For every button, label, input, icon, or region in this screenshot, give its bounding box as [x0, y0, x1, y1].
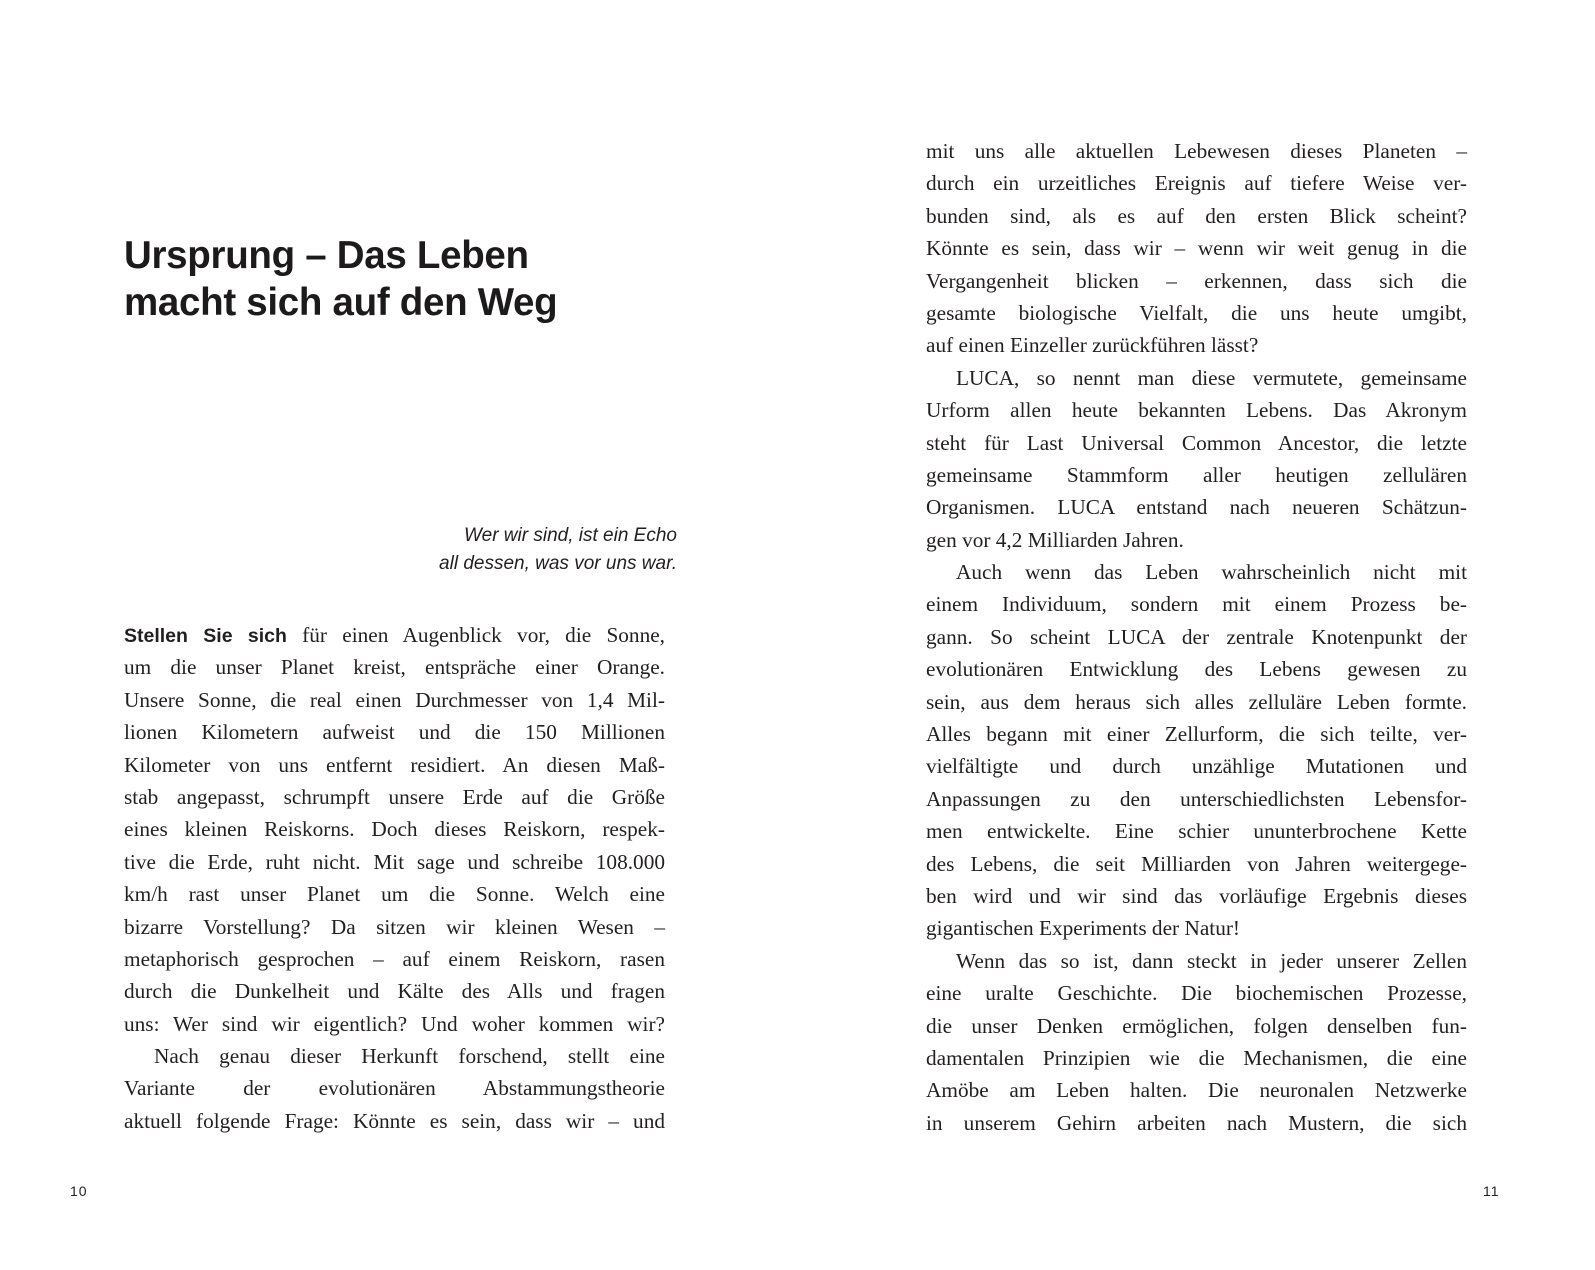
body-line: bunden sind, als es auf den ersten Blick scheint? — [926, 203, 1467, 228]
body-line: durch ein urzeitliches Ereignis auf tiefere Weise ver- — [926, 171, 1467, 196]
body-line: Anpassungen zu den unterschiedlichsten Lebensfor- — [926, 786, 1467, 811]
body-line: mit uns alle aktuellen Lebewesen dieses Planeten – — [926, 139, 1467, 163]
body-line: steht für Last Universal Common Ancestor, die letzte — [926, 430, 1467, 455]
body-line: gesamte biologische Vielfalt, die uns heute umgibt, — [926, 300, 1467, 325]
body-line: Amöbe am Leben halten. Die neuronalen Netzwerke — [926, 1078, 1467, 1103]
body-line: eines kleinen Reiskorns. Doch dieses Reiskorn, respek- — [124, 817, 665, 842]
body-line: Unsere Sonne, die real einen Durchmesser von 1,4 Mil- — [124, 687, 665, 712]
body-line: ben wird und wir sind das vorläufige Ergebnis dieses — [926, 883, 1467, 908]
epigraph-line-1: Wer wir sind, ist ein Echo — [464, 525, 677, 546]
body-line: des Lebens, die seit Milliarden von Jahren weitergege- — [926, 851, 1467, 876]
body-line: LUCA, so nennt man diese vermutete, gemeinsame — [956, 365, 1467, 390]
body-line: gemeinsame Stammform aller heutigen zellulären — [926, 462, 1467, 487]
body-line: Kilometer von uns entfernt residiert. An diesen Maß- — [124, 752, 665, 777]
body-line: km/h rast unser Planet um die Sonne. Welch eine — [124, 882, 665, 907]
body-line: tive die Erde, ruht nicht. Mit sage und schreibe 108.000 — [124, 849, 665, 874]
body-line: uns: Wer sind wir eigentlich? Und woher kommen wir? — [124, 1011, 665, 1036]
right-page — [797, 0, 1595, 1270]
body-line: durch die Dunkelheit und Kälte des Alls und fragen — [124, 979, 665, 1004]
left-page — [0, 0, 797, 1270]
body-line: damentalen Prinzipien wie die Mechanismen, die eine — [926, 1045, 1467, 1070]
body-line: Organismen. LUCA entstand nach neueren Schätzun- — [926, 495, 1467, 520]
body-line: sein, aus dem heraus sich alles zelluläre Leben formte. — [926, 689, 1467, 714]
left-body-text — [124, 619, 665, 1137]
body-line: Variante der evolutionären Abstammungstheorie — [124, 1076, 665, 1101]
body-line: bizarre Vorstellung? Da sitzen wir kleinen Wesen – — [124, 914, 665, 939]
body-line: men entwickelte. Eine schier ununterbrochene Kette — [926, 819, 1467, 844]
body-line: lionen Kilometern aufweist und die 150 Millionen — [124, 720, 665, 745]
body-line: evolutionären Entwicklung des Lebens gewesen zu — [926, 657, 1467, 682]
body-line: aktuell folgende Frage: Könnte es sein, dass wir – und — [124, 1108, 665, 1133]
chapter-title — [124, 232, 684, 326]
body-line: die unser Denken ermöglichen, folgen denselben fun- — [926, 1013, 1467, 1038]
body-line: gen vor 4,2 Milliarden Jahren. — [926, 527, 1184, 552]
body-line: metaphorisch gesprochen – auf einem Reiskorn, rasen — [124, 946, 665, 971]
body-line: Auch wenn das Leben wahrscheinlich nicht mit — [956, 560, 1467, 585]
body-line: Wenn das so ist, dann steckt in jeder unserer Zellen — [956, 948, 1467, 973]
page-number: 10 — [70, 1183, 88, 1199]
body-line: um die unser Planet kreist, entspräche einer Orange. — [124, 655, 665, 680]
chapter-title-line-2: macht sich auf den Weg — [124, 281, 558, 324]
body-line: Vergangenheit blicken – erkennen, dass sich die — [926, 268, 1467, 293]
body-line: Alles begann mit einer Zellurform, die sich teilte, ver- — [926, 722, 1467, 747]
epigraph — [300, 522, 677, 578]
body-line: Nach genau dieser Herkunft forschend, stellt eine — [154, 1044, 665, 1069]
body-line: Urform allen heute bekannten Lebens. Das Akronym — [926, 398, 1467, 423]
body-line: stab angepasst, schrumpft unsere Erde auf die Größe — [124, 784, 665, 809]
body-line: in unserem Gehirn arbeiten nach Mustern, die sich — [926, 1110, 1467, 1135]
body-line: auf einen Einzeller zurückführen lässt? — [926, 333, 1259, 358]
body-line: einem Individuum, sondern mit einem Prozess be- — [926, 592, 1467, 617]
body-line: vielfältigte und durch unzählige Mutationen und — [926, 754, 1467, 779]
body-line: gann. So scheint LUCA der zentrale Knotenpunkt der — [926, 624, 1467, 649]
chapter-title-line-1: Ursprung – Das Leben — [124, 234, 529, 277]
lead-in: Stellen Sie sich — [124, 625, 287, 647]
page-number: 11 — [1483, 1183, 1500, 1199]
body-line: eine uralte Geschichte. Die biochemischen Prozesse, — [926, 981, 1467, 1006]
body-line: gigantischen Experiments der Natur! — [926, 916, 1241, 941]
epigraph-line-2: all dessen, was vor uns war. — [439, 553, 677, 574]
body-line: Könnte es sein, dass wir – wenn wir weit genug in die — [926, 236, 1467, 261]
right-body-text — [926, 135, 1467, 1139]
body-line: Stellen Sie sich für einen Augenblick vor, die Sonne, — [124, 623, 666, 647]
